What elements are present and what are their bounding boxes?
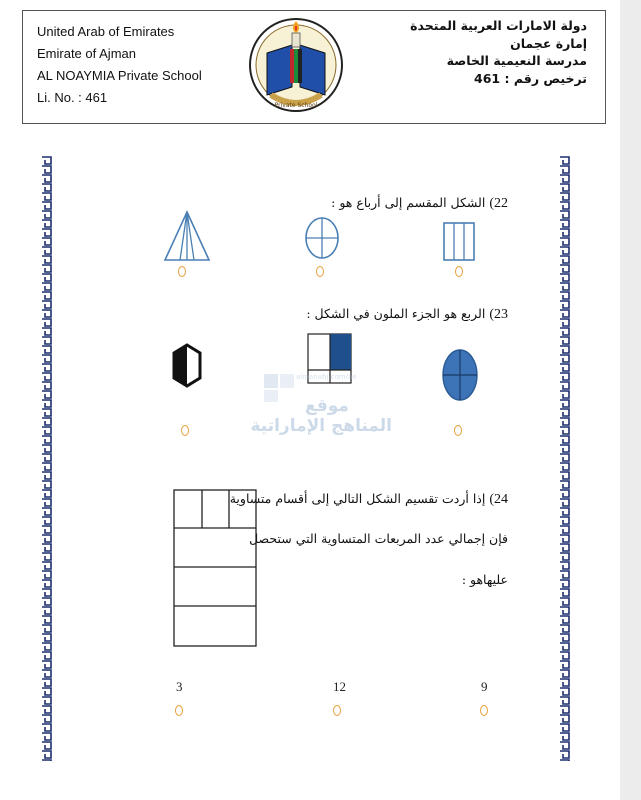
square-quarter-shaded-icon [307, 333, 353, 385]
header-en-line: Li. No. : 461 [37, 90, 108, 105]
header-ar-line: مدرسة النعيمية الخاصة [446, 53, 587, 68]
header-ar-line: إمارة عجمان [510, 35, 587, 51]
answer-option: 9 [481, 679, 488, 694]
school-logo [247, 15, 345, 119]
divided-rectangle-figure [173, 489, 259, 649]
header-english [37, 21, 202, 109]
answer-option: 12 [333, 679, 346, 694]
answer-radio[interactable] [454, 425, 462, 436]
watermark-url: almanahj.com/ae [296, 373, 357, 381]
question-24 [230, 491, 508, 508]
circle-quarters-icon [304, 216, 340, 260]
watermark-text [250, 396, 392, 436]
question-23 [306, 306, 508, 323]
header-ar-line: دولة الامارات العربية المتحدة [410, 18, 587, 33]
answer-radio[interactable] [316, 266, 324, 277]
question-text: الشكل المقسم إلى أرباع هو : [331, 195, 486, 210]
viewer-margin [620, 0, 641, 800]
hexagon-half-shaded-icon [171, 343, 203, 388]
header-ar-line: ترخيص رقم : 461 [474, 70, 587, 86]
question-text: إذا أردت تقسيم الشكل التالي إلى أقسام متساوية [229, 491, 486, 506]
logo-text: Private School [274, 102, 318, 109]
rectangle-thirds-icon [443, 222, 475, 262]
circle-fully-shaded-icon [441, 348, 479, 402]
answer-radio[interactable] [480, 705, 488, 716]
question-number: 23) [489, 307, 508, 322]
header-arabic [410, 17, 587, 87]
triangle-thirds-icon [163, 210, 211, 262]
question-24-line-2: فإن إجمالي عدد المربعات المتساوية التي ستحصل [249, 531, 508, 546]
answer-option: 3 [176, 679, 183, 694]
header-en-line: AL NOAYMIA Private School [37, 68, 202, 83]
watermark-logo-icon [262, 372, 296, 404]
right-decorative-border [559, 156, 570, 761]
header-en-line: United Arab of Emirates [37, 24, 175, 39]
question-text: الربع هو الجزء الملون في الشكل : [306, 306, 486, 321]
left-decorative-border [41, 156, 52, 761]
watermark-line: المناهج الإماراتية [250, 416, 392, 436]
question-number: 24) [489, 492, 508, 507]
answer-radio[interactable] [178, 266, 186, 277]
answer-radio[interactable] [455, 266, 463, 277]
question-24-line-3: عليهاهو : [461, 572, 508, 587]
question-22 [331, 195, 508, 212]
watermark-line: موقع [305, 396, 349, 416]
question-number: 22) [489, 196, 508, 211]
header-en-line: Emirate of Ajman [37, 46, 136, 61]
school-header [22, 10, 606, 124]
answer-radio[interactable] [181, 425, 189, 436]
answer-radio[interactable] [333, 705, 341, 716]
answer-radio[interactable] [175, 705, 183, 716]
